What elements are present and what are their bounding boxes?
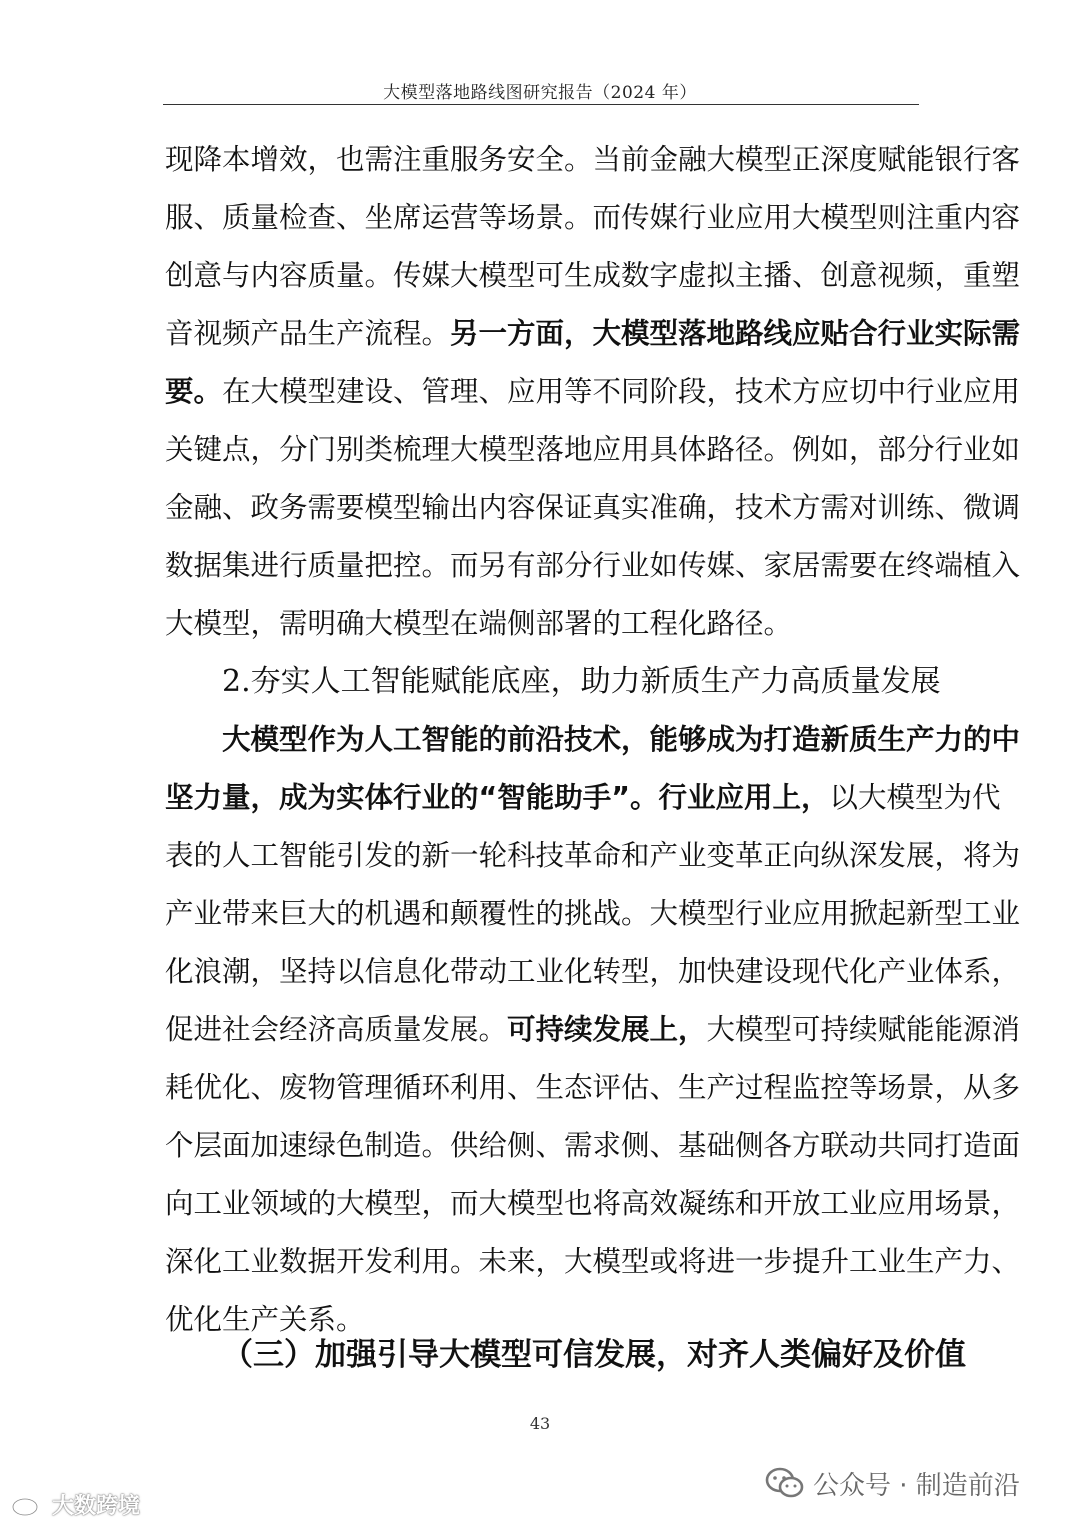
text-span: 表的人工智能引发的新一轮科技革命和产业变革正向纵深发展，将为 [165, 839, 1021, 872]
text-span: 深化工业数据开发利用。未来，大模型或将进一步提升工业生产力、 [165, 1245, 1021, 1278]
wechat-icon [765, 1466, 805, 1500]
text-span: 产业带来巨大的机遇和颠覆性的挑战。大模型行业应用掀起新型工业 [165, 897, 1021, 930]
bold-text-span: 大模型作为人工智能的前沿技术，能够成为打造新质生产力的中 [222, 723, 1021, 756]
text-line [165, 421, 1021, 479]
text-span: 金融、政务需要模型输出内容保证真实准确，技术方需对训练、微调 [165, 491, 1021, 524]
text-span: 个层面加速绿色制造。供给侧、需求侧、基础侧各方联动共同打造面 [165, 1129, 1021, 1162]
bold-text-span: 坚力量，成为实体行业的“智能助手”。行业应用上， [165, 781, 830, 814]
text-span: 以大模型为代 [829, 781, 1001, 814]
watermark-weibo [10, 1488, 140, 1520]
text-span: 向工业领域的大模型，而大模型也将高效凝练和开放工业应用场景， [165, 1187, 1021, 1220]
bold-text-span: 可持续发展上， [507, 1013, 707, 1046]
text-span: 大模型可持续赋能能源消 [706, 1013, 1021, 1046]
watermark-text: 大数跨境 [52, 1493, 141, 1519]
page-number: 43 [529, 1414, 551, 1433]
text-line [165, 1001, 1021, 1059]
text-line [165, 131, 1021, 189]
text-line [165, 769, 1001, 827]
watermark-text: 公众号 · 制造前沿 [813, 1470, 1020, 1501]
running-header: 大模型落地路线图研究报告（2024 年） [383, 83, 697, 103]
section-heading: （三）加强引导大模型可信发展，对齐人类偏好及价值 [222, 1337, 966, 1373]
text-span: 现降本增效，也需注重服务安全。当前金融大模型正深度赋能银行客 [165, 143, 1021, 176]
text-line [165, 1059, 1021, 1117]
text-span: 优化生产关系。 [165, 1303, 365, 1336]
text-line [165, 1233, 1021, 1291]
text-line [165, 537, 1021, 595]
text-span: 服、质量检查、坐席运营等场景。而传媒行业应用大模型则注重内容 [165, 201, 1021, 234]
text-line [165, 1117, 1021, 1175]
text-line [165, 363, 1021, 421]
text-span: 耗优化、废物管理循环利用、生态评估、生产过程监控等场景，从多 [165, 1071, 1021, 1104]
text-line [165, 479, 1021, 537]
header-rule [163, 104, 919, 105]
text-span: 音视频产品生产流程。 [165, 317, 451, 350]
text-line [165, 305, 1021, 363]
text-line [165, 1175, 1021, 1233]
text-line [165, 827, 1021, 885]
text-span: 化浪潮，坚持以信息化带动工业化转型，加快建设现代化产业体系， [165, 955, 1021, 988]
text-line [165, 595, 917, 653]
text-line [222, 711, 1021, 769]
subheading: 2.夯实人工智能赋能底座，助力新质生产力高质量发展 [222, 664, 941, 699]
watermark-official-account [765, 1463, 1020, 1503]
text-span: 创意与内容质量。传媒大模型可生成数字虚拟主播、创意视频，重塑 [165, 259, 1021, 292]
weibo-icon [10, 1490, 46, 1518]
text-span: 在大模型建设、管理、应用等不同阶段，技术方应切中行业应用 [222, 375, 1021, 408]
bold-text-span: 另一方面，大模型落地路线应贴合行业实际需 [450, 317, 1021, 350]
text-line [165, 885, 1021, 943]
bold-text-span: 要。 [165, 375, 223, 408]
text-line [165, 247, 1021, 305]
text-line [165, 943, 1021, 1001]
text-span: 大模型，需明确大模型在端侧部署的工程化路径。 [165, 607, 793, 640]
text-line [165, 189, 1021, 247]
text-span: 数据集进行质量把控。而另有部分行业如传媒、家居需要在终端植入 [165, 549, 1021, 582]
text-span: 关键点，分门别类梳理大模型落地应用具体路径。例如，部分行业如 [165, 433, 1021, 466]
text-span: 促进社会经济高质量发展。 [165, 1013, 508, 1046]
